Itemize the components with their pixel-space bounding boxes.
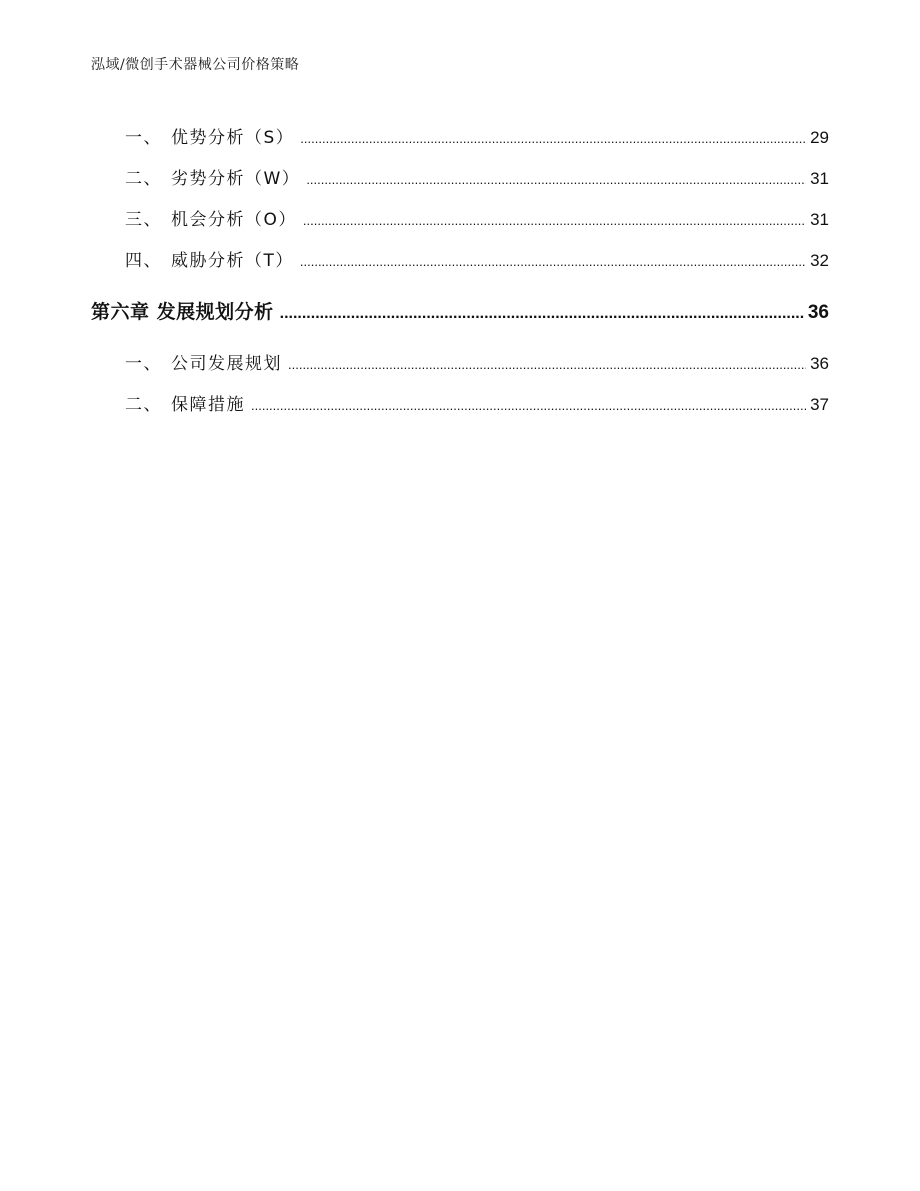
toc-entry-safeguards[interactable] xyxy=(125,390,829,414)
toc-entry-page: 29 xyxy=(810,128,829,147)
toc-entry-page: 31 xyxy=(810,169,829,188)
toc-leader-dots xyxy=(306,172,806,187)
toc-chapter-title: 第六章 发展规划分析 xyxy=(91,301,274,323)
toc-entry-development-plan[interactable] xyxy=(125,349,829,373)
toc-chapter-6[interactable] xyxy=(91,297,829,321)
toc-entry-opportunities[interactable] xyxy=(125,205,829,229)
toc-entry-page: 32 xyxy=(810,251,829,270)
toc-leader-dots xyxy=(251,398,806,413)
running-header: 泓域/微创手术器械公司价格策略 xyxy=(91,57,300,73)
toc-entry-title: 公司发展规划 xyxy=(171,354,282,374)
toc-entry-title: 威胁分析（T） xyxy=(171,251,294,271)
toc-leader-dots xyxy=(280,305,804,323)
toc-leader-dots xyxy=(288,357,806,372)
toc-entry-page: 37 xyxy=(810,395,829,414)
toc-leader-dots xyxy=(300,131,806,146)
toc-entry-number: 二、 xyxy=(125,395,162,415)
toc-entry-number: 三、 xyxy=(125,210,162,230)
toc-entry-weaknesses[interactable] xyxy=(125,164,829,188)
toc-leader-dots xyxy=(300,254,806,269)
toc-chapter-page: 36 xyxy=(807,302,829,323)
toc-entry-page: 36 xyxy=(810,354,829,373)
toc-entry-title: 机会分析（O） xyxy=(171,210,297,230)
toc-entry-title: 保障措施 xyxy=(171,395,245,415)
toc-entry-page: 31 xyxy=(810,210,829,229)
toc-entry-number: 一、 xyxy=(125,354,162,374)
toc-entry-title: 劣势分析（W） xyxy=(171,169,301,189)
toc-entry-number: 四、 xyxy=(125,251,162,271)
toc-leader-dots xyxy=(303,213,806,228)
toc-entry-strengths[interactable] xyxy=(125,123,829,147)
toc-entry-threats[interactable] xyxy=(125,246,829,270)
toc-entry-number: 一、 xyxy=(125,128,162,148)
toc-entry-number: 二、 xyxy=(125,169,162,189)
toc-entry-title: 优势分析（S） xyxy=(171,128,295,148)
